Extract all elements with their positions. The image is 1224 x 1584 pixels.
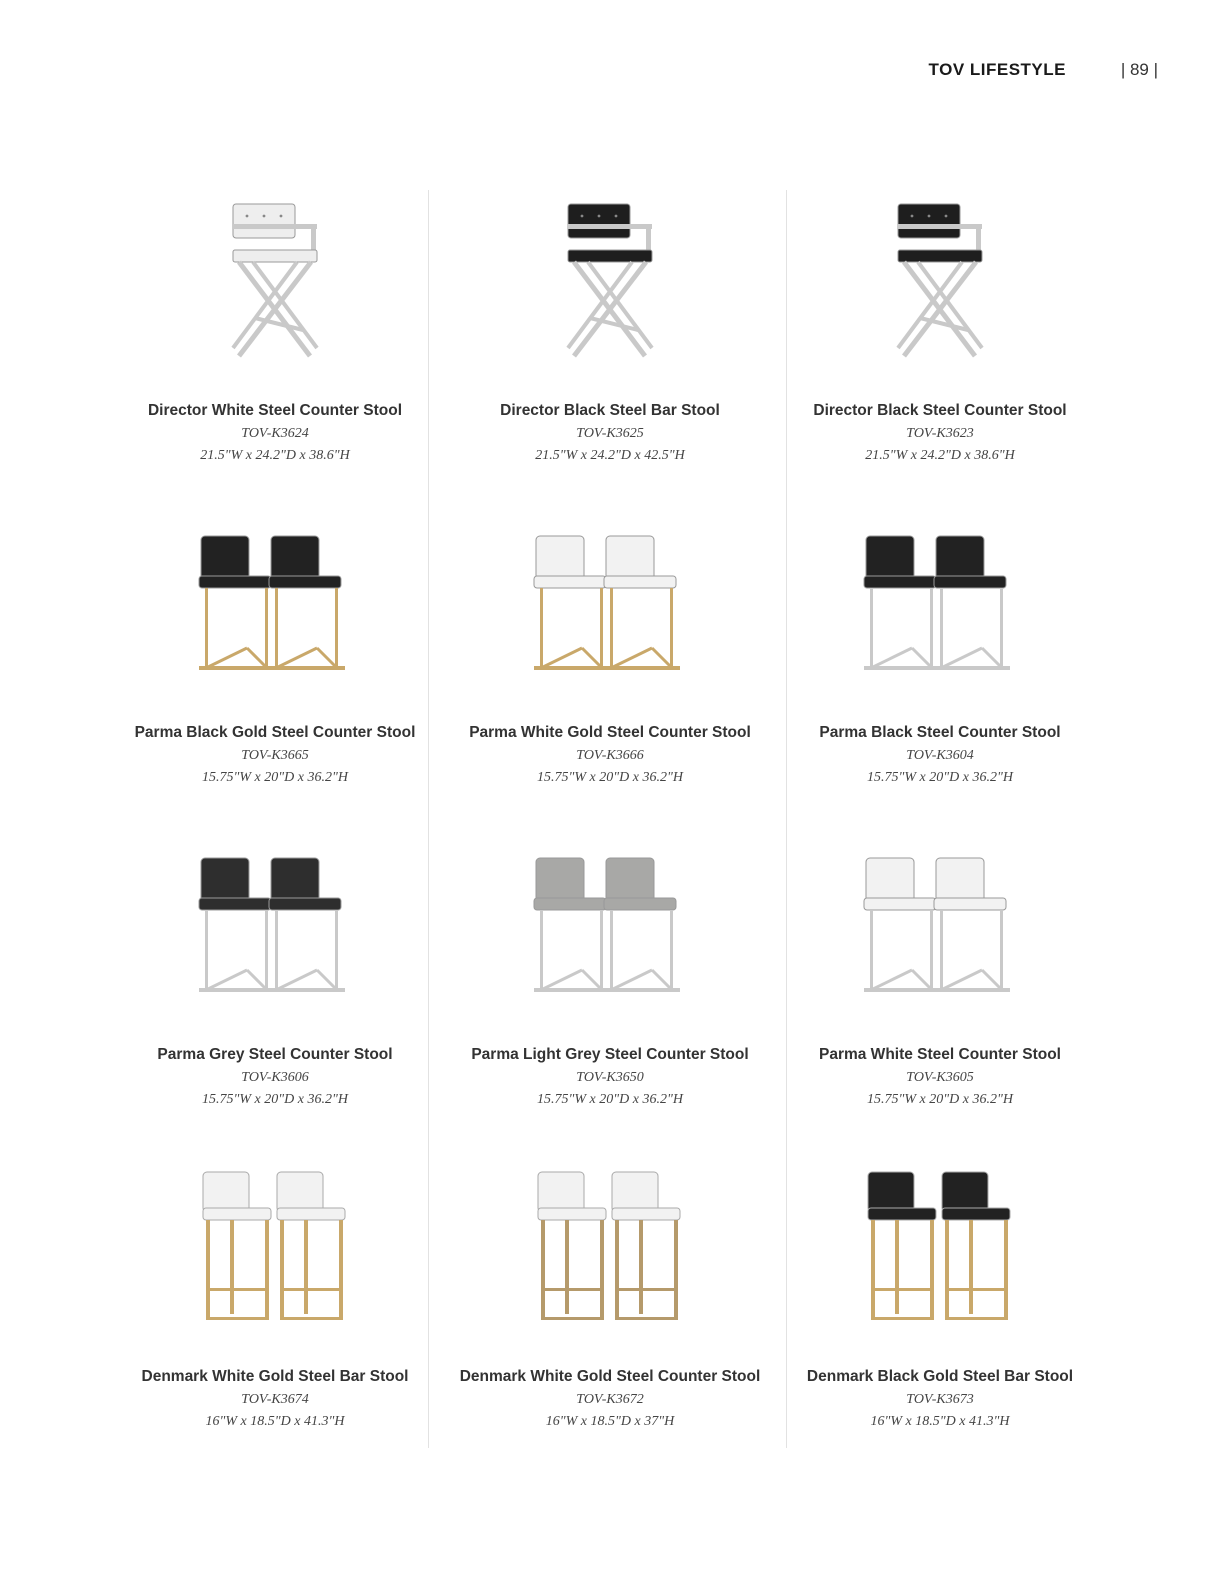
- director-stool-illustration: [510, 196, 710, 376]
- product-dimensions: 15.75"W x 20"D x 36.2"H: [202, 770, 348, 785]
- product-sku: TOV-K3666: [576, 748, 644, 763]
- product-row: [110, 512, 1110, 834]
- product-dimensions: 21.5"W x 24.2"D x 38.6"H: [200, 448, 350, 463]
- product-dimensions: 15.75"W x 20"D x 36.2"H: [537, 1092, 683, 1107]
- product-card[interactable]: [445, 512, 775, 834]
- product-image[interactable]: [510, 840, 710, 1020]
- parma-stool-illustration: [510, 840, 710, 1020]
- product-sku: TOV-K3665: [241, 748, 309, 763]
- product-row: [110, 834, 1110, 1156]
- product-sku: TOV-K3650: [576, 1070, 644, 1085]
- product-sku: TOV-K3674: [241, 1392, 309, 1407]
- product-dimensions: 16"W x 18.5"D x 41.3"H: [870, 1414, 1010, 1429]
- product-card[interactable]: [445, 834, 775, 1156]
- parma-stool-illustration: [510, 518, 710, 698]
- product-image[interactable]: [175, 840, 375, 1020]
- product-name: Denmark Black Gold Steel Bar Stool: [806, 1368, 1074, 1385]
- product-dimensions: 15.75"W x 20"D x 36.2"H: [867, 770, 1013, 785]
- product-dimensions: 15.75"W x 20"D x 36.2"H: [867, 1092, 1013, 1107]
- product-sku: TOV-K3606: [241, 1070, 309, 1085]
- product-sku: TOV-K3605: [906, 1070, 974, 1085]
- product-name: Denmark White Gold Steel Counter Stool: [459, 1368, 761, 1385]
- product-name: Director Black Steel Counter Stool: [813, 402, 1067, 419]
- denmark-stool-illustration: [175, 1162, 375, 1342]
- product-name: Parma Light Grey Steel Counter Stool: [471, 1046, 749, 1063]
- product-image[interactable]: [840, 518, 1040, 698]
- product-card[interactable]: [110, 190, 440, 512]
- page-header: [0, 60, 1224, 84]
- denmark-stool-illustration: [840, 1162, 1040, 1342]
- product-card[interactable]: [445, 190, 775, 512]
- product-image[interactable]: [510, 1162, 710, 1342]
- product-card[interactable]: [775, 1156, 1105, 1478]
- product-name: Parma Black Steel Counter Stool: [819, 724, 1061, 741]
- parma-stool-illustration: [175, 840, 375, 1020]
- product-image[interactable]: [840, 840, 1040, 1020]
- product-dimensions: 21.5"W x 24.2"D x 38.6"H: [865, 448, 1015, 463]
- brand-title: TOV LIFESTYLE: [928, 60, 1066, 79]
- product-image[interactable]: [175, 196, 375, 376]
- director-stool-illustration: [175, 196, 375, 376]
- product-sku: TOV-K3623: [906, 426, 974, 441]
- product-grid: [110, 190, 1110, 1478]
- product-row: [110, 190, 1110, 512]
- product-image[interactable]: [840, 196, 1040, 376]
- product-dimensions: 21.5"W x 24.2"D x 42.5"H: [535, 448, 685, 463]
- product-name: Denmark White Gold Steel Bar Stool: [141, 1368, 409, 1385]
- director-stool-illustration: [840, 196, 1040, 376]
- product-card[interactable]: [110, 512, 440, 834]
- product-dimensions: 16"W x 18.5"D x 41.3"H: [205, 1414, 345, 1429]
- product-card[interactable]: [110, 834, 440, 1156]
- product-image[interactable]: [840, 1162, 1040, 1342]
- product-card[interactable]: [775, 512, 1105, 834]
- product-sku: TOV-K3624: [241, 426, 309, 441]
- product-sku: TOV-K3625: [576, 426, 644, 441]
- product-image[interactable]: [510, 518, 710, 698]
- product-row: [110, 1156, 1110, 1478]
- product-card[interactable]: [445, 1156, 775, 1478]
- product-dimensions: 16"W x 18.5"D x 37"H: [545, 1414, 675, 1429]
- product-dimensions: 15.75"W x 20"D x 36.2"H: [537, 770, 683, 785]
- parma-stool-illustration: [840, 840, 1040, 1020]
- product-sku: TOV-K3673: [906, 1392, 974, 1407]
- product-dimensions: 15.75"W x 20"D x 36.2"H: [202, 1092, 348, 1107]
- product-name: Director Black Steel Bar Stool: [500, 402, 720, 419]
- product-name: Parma White Steel Counter Stool: [818, 1046, 1061, 1063]
- product-card[interactable]: [775, 190, 1105, 512]
- product-name: Director White Steel Counter Stool: [147, 402, 403, 419]
- product-sku: TOV-K3672: [576, 1392, 644, 1407]
- product-name: Parma White Gold Steel Counter Stool: [469, 724, 751, 741]
- parma-stool-illustration: [840, 518, 1040, 698]
- product-card[interactable]: [110, 1156, 440, 1478]
- product-image[interactable]: [175, 518, 375, 698]
- product-image[interactable]: [175, 1162, 375, 1342]
- product-sku: TOV-K3604: [906, 748, 974, 763]
- product-card[interactable]: [775, 834, 1105, 1156]
- parma-stool-illustration: [175, 518, 375, 698]
- product-name: Parma Grey Steel Counter Stool: [157, 1046, 393, 1063]
- product-name: Parma Black Gold Steel Counter Stool: [134, 724, 416, 741]
- denmark-stool-illustration: [510, 1162, 710, 1342]
- product-image[interactable]: [510, 196, 710, 376]
- page-number: | 89 |: [1120, 60, 1158, 79]
